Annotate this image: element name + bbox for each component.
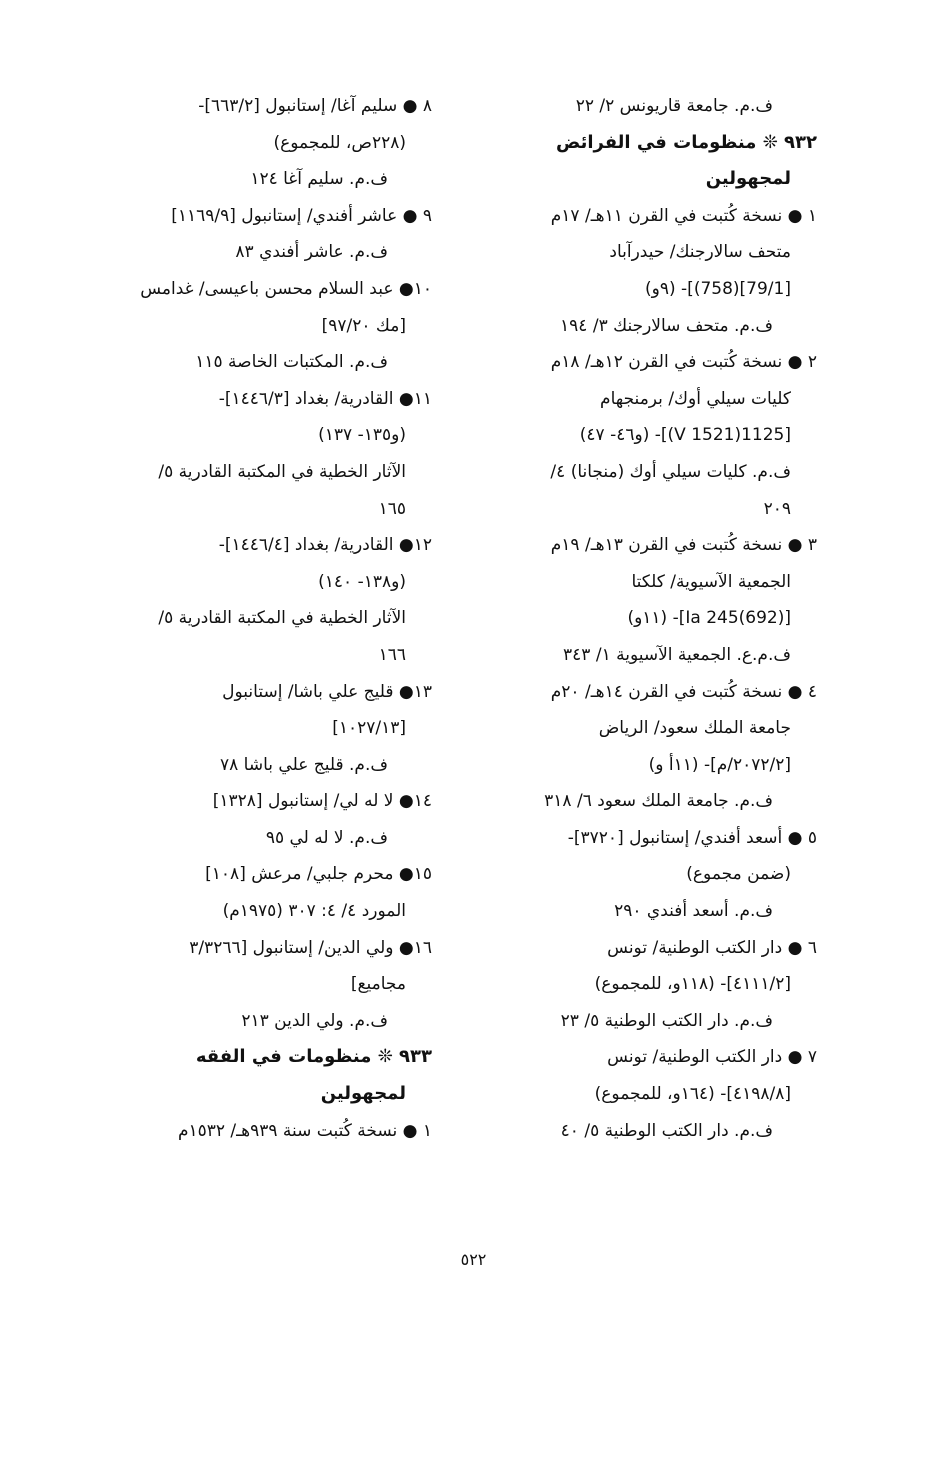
- entry-line: ف.م.ع. الجمعية الآسيوية ١/ ٣٤٣: [563, 644, 791, 665]
- entry-line: ف.م. سليم آغا ١٢٤: [250, 169, 388, 190]
- entry-line: الآثار الخطية في المكتبة القادرية ٥/: [158, 461, 406, 482]
- entry-line: ٩ ● عاشر أفندي/ إستانبول [١١٦٩/٩]: [171, 205, 432, 226]
- entry-line: ف.م. المكتبات الخاصة ١١٥: [195, 352, 388, 373]
- entry-line: ف.م. ولي الدين ٢١٣: [241, 1010, 388, 1031]
- entry-line: كليات سيلي أوك/ برمنجهام: [600, 388, 791, 409]
- entry-line: ٢ ● نسخة كُتبت في القرن ١٢هـ/ ١٨م: [550, 352, 817, 373]
- entry-line: ف.م. دار الكتب الوطنية ٥/ ٤٠: [560, 1120, 773, 1141]
- entry-line: [١٠٢٧/١٣]: [332, 718, 406, 739]
- section-heading-line: ٩٣٣ ❊ منظومات في الفقه: [195, 1046, 432, 1068]
- entry-line: [٤١١١/٢]- (١١٨و، للمجموع): [594, 974, 791, 995]
- entry-line: ١١● القادرية/ بغداد [١٤٤٦/٣]-: [218, 388, 432, 409]
- entry-line: ف.م. دار الكتب الوطنية ٥/ ٢٣: [560, 1010, 773, 1031]
- entry-line: ١٦● ولي الدين/ إستانبول [٣/٣٢٦٦: [189, 937, 432, 958]
- entry-line: [٤١٩٨/٨]- (١٦٤و، للمجموع): [594, 1084, 791, 1105]
- entry-line: الجمعية الآسيوية/ كلكتا: [631, 571, 791, 592]
- entry-line: ف.م. جامعة الملك سعود ٦/ ٣١٨: [544, 791, 773, 812]
- entry-line: ف.م. لا له لي ٩٥: [265, 827, 388, 848]
- entry-line: ٨ ● سليم آغا/ إستانبول [٦٦٣/٢]-: [198, 96, 432, 116]
- entry-line: ١٠● عبد السلام محسن باعيسى/ غدامس: [140, 278, 432, 299]
- entry-line: (٢٢٨ص، للمجموع): [273, 132, 406, 153]
- entry-line: مجاميع]: [350, 974, 406, 995]
- entry-line: ف.م. قليج علي باشا ٧٨: [220, 754, 388, 775]
- entry-line: (و١٣٥- ١٣٧): [318, 425, 406, 446]
- entry-line: ٦ ● دار الكتب الوطنية/ تونس: [607, 937, 817, 958]
- section-heading-line: لمجهولين: [320, 1083, 406, 1105]
- entry-line: ١٣● قليج علي باشا/ إستانبول: [222, 681, 432, 702]
- entry-line: ٥ ● أسعد أفندي/ إستانبول [٣٧٢٠]-: [567, 827, 817, 848]
- entry-line: ٣ ● نسخة كُتبت في القرن ١٣هـ/ ١٩م: [550, 535, 817, 556]
- entry-line: المورد ٤/ ٤: ٣٠٧ (١٩٧٥م): [222, 901, 406, 922]
- entry-line: ١٦٥: [378, 498, 406, 519]
- entry-line: ١ ● نسخة كُتبت في القرن ١١هـ/ ١٧م: [550, 205, 817, 226]
- left-column: [87, 88, 432, 1149]
- entry-line: (و١٣٨- ١٤٠): [318, 571, 406, 592]
- entry-line: ٧ ● دار الكتب الوطنية/ تونس: [607, 1047, 817, 1068]
- entry-line: ١٥● محرم جلبي/ مرعش [١٠٨]: [205, 864, 432, 885]
- right-column: [472, 88, 817, 1149]
- entry-line: ف.م. كليات سيلي أوك (منجانا) ٤/: [550, 461, 791, 482]
- entry-line: [٢٠٧٢/٢/م]- (١١أ و): [648, 754, 791, 775]
- entry-line: [مك ٩٧/٢٠]: [321, 315, 406, 336]
- entry-line: ١٢● القادرية/ بغداد [١٤٤٦/٤]-: [218, 535, 432, 556]
- entry-line: ف.م. عاشر أفندي ٨٣: [235, 242, 388, 263]
- entry-line: [79/1](758)]- (٩و): [645, 278, 791, 299]
- entry-line: ١ ● نسخة كُتبت سنة ٩٣٩هـ/ ١٥٣٢م: [177, 1120, 432, 1141]
- entry-line: الآثار الخطية في المكتبة القادرية ٥/: [158, 608, 406, 629]
- entry-line: ف.م. متحف سالارجنك ٣/ ١٩٤: [560, 315, 773, 336]
- entry-line: ف.م. جامعة قاريونس ٢/ ٢٢: [575, 96, 773, 116]
- entry-line: [1125(1521 V)]- (و٤٦- ٤٧): [579, 425, 791, 446]
- entry-line: ١٤● لا له لي/ إستانبول [١٣٢٨]: [212, 791, 432, 812]
- page-number: ٥٢٢: [460, 1250, 487, 1269]
- section-heading-line: ٩٣٢ ❊ منظومات في الفرائض: [556, 131, 817, 153]
- entry-line: ف.م. أسعد أفندي ٢٩٠: [614, 901, 773, 922]
- entry-line: ٢٠٩: [763, 498, 791, 519]
- entry-line: (ضمن مجموع): [686, 864, 791, 885]
- entry-line: [Ia 245(692)]- (١١و): [627, 608, 791, 629]
- entry-line: جامعة الملك سعود/ الرياض: [598, 718, 791, 739]
- entry-line: ١٦٦: [378, 644, 406, 665]
- entry-line: متحف سالارجنك/ حيدرآباد: [609, 242, 791, 263]
- section-heading-line: لمجهولين: [705, 168, 791, 190]
- entry-line: ٤ ● نسخة كُتبت في القرن ١٤هـ/ ٢٠م: [550, 681, 817, 702]
